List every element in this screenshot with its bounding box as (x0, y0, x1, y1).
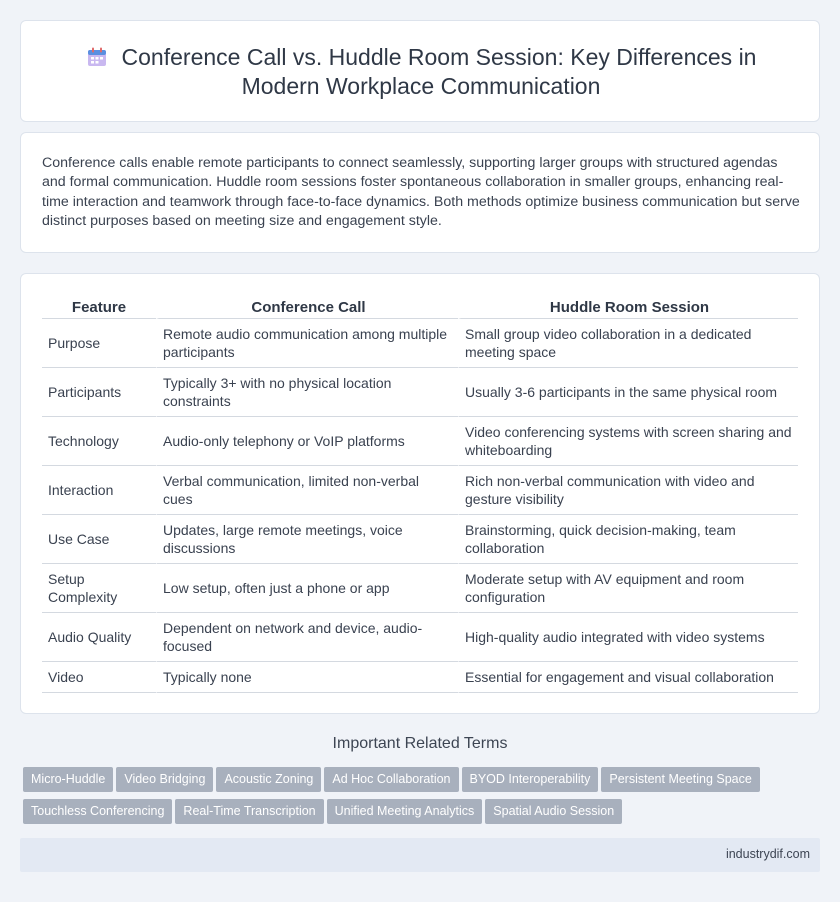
header-feature: Feature (42, 297, 156, 319)
page-title: Conference Call vs. Huddle Room Session: Key Differences in Modern Workplace Communication (121, 44, 757, 99)
feature-cell: Use Case (42, 515, 156, 564)
page-title-wrap (21, 43, 821, 101)
huddle-room-cell: High-quality audio integrated with video systems (458, 613, 798, 662)
huddle-room-cell: Rich non-verbal communication with video and gesture visibility (458, 466, 798, 515)
feature-cell: Interaction (42, 466, 156, 515)
conference-call-cell: Typically 3+ with no physical location constraints (156, 368, 458, 417)
related-terms-title: Important Related Terms (332, 735, 508, 752)
huddle-room-cell: Video conferencing systems with screen sharing and whiteboarding (458, 417, 798, 466)
related-term-tag[interactable]: Real-Time Transcription (175, 799, 323, 824)
feature-cell: Participants (42, 368, 156, 417)
related-term-tag[interactable]: Spatial Audio Session (485, 799, 622, 824)
table-row (42, 515, 798, 564)
table-row (42, 417, 798, 466)
footer-site-link[interactable]: industrydif.com (725, 847, 810, 861)
huddle-room-cell: Usually 3-6 participants in the same physical room (458, 368, 798, 417)
feature-cell: Technology (42, 417, 156, 466)
comparison-table (42, 297, 798, 693)
table-row (42, 466, 798, 515)
table-row (42, 662, 798, 693)
conference-call-cell: Low setup, often just a phone or app (156, 564, 458, 613)
intro-text: Conference calls enable remote participants to connect seamlessly, supporting larger groups with structured agendas and formal communication. Huddle room sessions foster spontaneous collaboration in smaller groups, enhancing real-time interaction and teamwork through face-to-face dynamics. Both methods optimize business communication but serve distinct purposes based on meeting size and engagement style. (42, 155, 800, 230)
header-huddle-room: Huddle Room Session (458, 297, 798, 319)
huddle-room-cell: Moderate setup with AV equipment and room configuration (458, 564, 798, 613)
huddle-room-cell: Small group video collaboration in a dedicated meeting space (458, 319, 798, 368)
conference-call-cell: Dependent on network and device, audio-focused (156, 613, 458, 662)
related-term-tag[interactable]: Ad Hoc Collaboration (324, 767, 458, 792)
table-row (42, 319, 798, 368)
related-term-tag[interactable]: Persistent Meeting Space (601, 767, 759, 792)
conference-call-cell: Remote audio communication among multiple participants (156, 319, 458, 368)
calendar-icon (86, 46, 108, 68)
huddle-room-cell: Essential for engagement and visual collaboration (458, 662, 798, 693)
conference-call-cell: Verbal communication, limited non-verbal cues (156, 466, 458, 515)
conference-call-cell: Typically none (156, 662, 458, 693)
conference-call-cell: Audio-only telephony or VoIP platforms (156, 417, 458, 466)
huddle-room-cell: Brainstorming, quick decision-making, team collaboration (458, 515, 798, 564)
related-term-tag[interactable]: Touchless Conferencing (23, 799, 172, 824)
title-card (20, 20, 820, 122)
table-row (42, 613, 798, 662)
feature-cell: Audio Quality (42, 613, 156, 662)
feature-cell: Purpose (42, 319, 156, 368)
table-row (42, 368, 798, 417)
related-term-tag[interactable]: Micro-Huddle (23, 767, 113, 792)
related-term-tag[interactable]: Video Bridging (116, 767, 213, 792)
related-term-tag[interactable]: Acoustic Zoning (216, 767, 321, 792)
related-term-tag[interactable]: Unified Meeting Analytics (327, 799, 483, 824)
footer (20, 838, 820, 872)
feature-cell: Setup Complexity (42, 564, 156, 613)
feature-cell: Video (42, 662, 156, 693)
header-conference-call: Conference Call (156, 297, 458, 319)
related-term-tag[interactable]: BYOD Interoperability (462, 767, 599, 792)
conference-call-cell: Updates, large remote meetings, voice discussions (156, 515, 458, 564)
intro-card (20, 132, 820, 253)
table-row (42, 564, 798, 613)
related-terms-tags (23, 767, 823, 831)
comparison-table-card (20, 273, 820, 714)
table-header-row (42, 297, 798, 319)
